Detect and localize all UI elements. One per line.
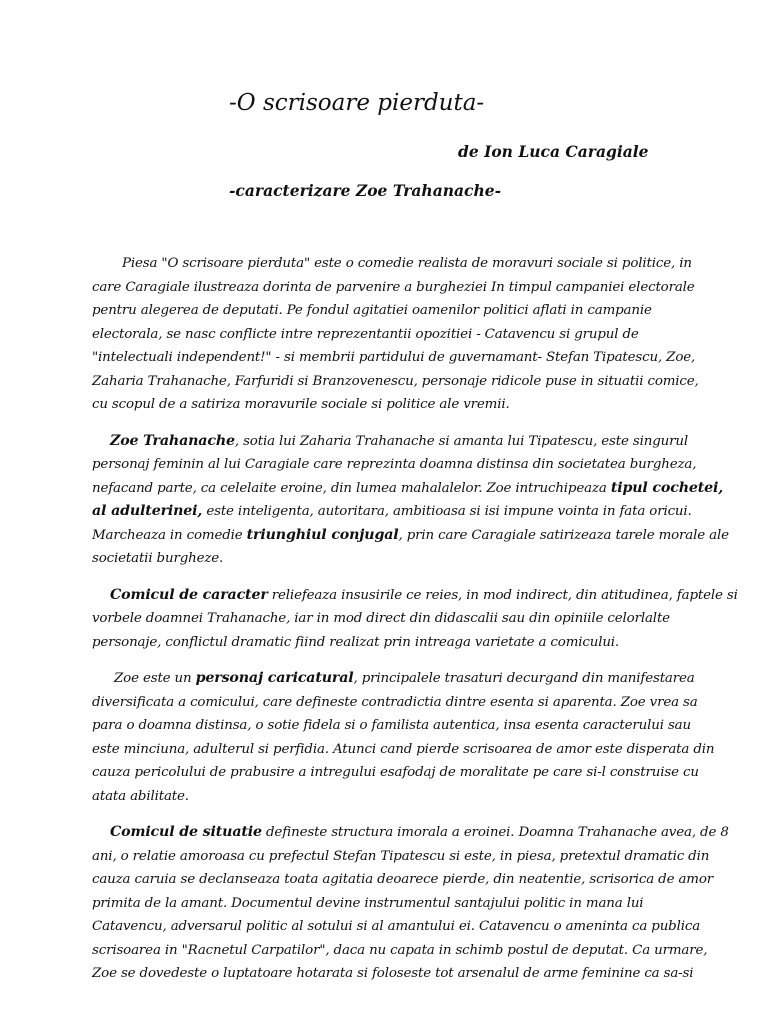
text-line: cauza pericolului de prabusire a intregului esafodaj de moralitate pe care si-l construise cu <box>92 765 699 780</box>
text-line: care Caragiale ilustreaza dorinta de parvenire a burgheziei In timpul campaniei electorale <box>92 279 695 295</box>
text-line: diversificata a comicului, care defineste contradictia dintre esenta si aparenta. Zoe vrea sa <box>92 694 698 710</box>
text-line <box>92 500 692 524</box>
text-line: Piesa "O scrisoare pierduta" este o comedie realista de moravuri sociale si politice, in <box>122 256 692 271</box>
text-line <box>92 821 729 845</box>
text-line: primita de la amant. Documentul devine instrumentul santajului politic in mana lui <box>92 895 644 911</box>
text-run: defineste structura imorala a eroinei. Doamna Trahanache avea, de 8 <box>261 825 729 840</box>
text-line <box>92 430 688 454</box>
text-line <box>92 524 729 548</box>
bold-term: Zoe Trahanache <box>110 432 235 449</box>
text-line <box>92 584 738 608</box>
document-author: de Ion Luca Caragiale <box>458 142 649 161</box>
text-run: , principalele trasaturi decurgand din manifestarea <box>353 671 695 686</box>
text-line: atata abilitate. <box>92 788 189 804</box>
paragraph-comicul-de-caracter <box>92 584 738 655</box>
paragraph-personaj-caricatural <box>92 667 715 808</box>
text-line: electorala, se nasc conflicte intre reprezentantii opozitiei - Catavencu si grupul de <box>92 326 639 342</box>
bold-term: triunghiul conjugal <box>246 526 399 543</box>
text-line: societatii burgheze. <box>92 551 224 566</box>
text-line <box>92 477 724 501</box>
document-body <box>92 252 738 999</box>
text-line: Zoe se dovedeste o luptatoare hotarata si foloseste tot arsenalul de arme feminine ca sa-si <box>92 966 694 981</box>
bold-term: Comicul de situatie <box>110 824 262 840</box>
bold-term: al adulterinei, <box>92 503 203 519</box>
paragraph-zoe-trahanache <box>92 430 729 571</box>
bold-term: Comicul de caracter <box>110 586 268 603</box>
text-line: cu scopul de a satiriza moravurile sociale si politice ale vremii. <box>92 397 510 412</box>
text-line: este minciuna, adulterul si perfidia. Atunci cand pierde scrisoarea de amor este disperata din <box>92 741 715 757</box>
paragraph-intro <box>92 252 699 417</box>
text-line: vorbele doamnei Trahanache, iar in mod direct din didascalii sau din opiniile celorlalte <box>92 611 670 626</box>
text-line: cauza caruia se declanseaza toata agitatia deoarece pierde, din neatentie, scrisorica de amor <box>92 872 713 887</box>
text-line: pentru alegerea de deputati. Pe fondul agitatiei oamenilor politici aflati in campanie <box>92 303 652 318</box>
text-line: ani, o relatie amoroasa cu prefectul Stefan Tipatescu si este, in piesa, pretextul dramatic din <box>92 848 710 864</box>
document-subtitle: -caracterizare Zoe Trahanache- <box>229 181 502 200</box>
text-run: reliefeaza insusirile ce reies, in mod indirect, din atitudinea, faptele si <box>267 587 738 603</box>
text-run: Zoe este un <box>114 671 196 686</box>
bold-term: personaj caricatural <box>195 670 354 686</box>
text-run: nefacand parte, ca celelaite eroine, din lumea mahalalelor. Zoe intruchipeaza <box>92 480 611 496</box>
text-run: este inteligenta, autoritara, ambitioasa si isi impune vointa in fata oricui. <box>202 504 692 519</box>
document-title: -O scrisoare pierduta- <box>229 90 485 116</box>
text-run: , prin care Caragiale satirizeaza tarele morale ale <box>398 527 729 543</box>
text-run: , sotia lui Zaharia Trahanache si amanta lui Tipatescu, este singurul <box>234 433 688 449</box>
text-line: personaj feminin al lui Caragiale care reprezinta doamna distinsa din societatea burgheza, <box>92 457 697 472</box>
text-line: Zaharia Trahanache, Farfuridi si Branzovenescu, personaje ridicole puse in situatii comice, <box>92 373 699 389</box>
text-line: scrisoarea in "Racnetul Carpatilor", daca nu capata in schimb postul de deputat. Ca urmare, <box>92 942 708 958</box>
text-line: Catavencu, adversarul politic al sotului si al amantului ei. Catavencu o ameninta ca publica <box>92 919 701 934</box>
text-line: "intelectuali independent!" - si membrii partidului de guvernamant- Stefan Tipatescu, Zoe, <box>92 350 696 365</box>
text-line: personaje, conflictul dramatic fiind realizat prin intreaga varietate a comicului. <box>92 634 620 650</box>
bold-term: tipul cochetei, <box>610 479 724 496</box>
text-line: para o doamna distinsa, o sotie fidela si o familista autentica, insa esenta caracterului sau <box>92 718 691 733</box>
paragraph-comicul-de-situatie <box>92 821 729 986</box>
text-line <box>92 667 695 691</box>
text-run: Marcheaza in comedie <box>92 527 247 543</box>
